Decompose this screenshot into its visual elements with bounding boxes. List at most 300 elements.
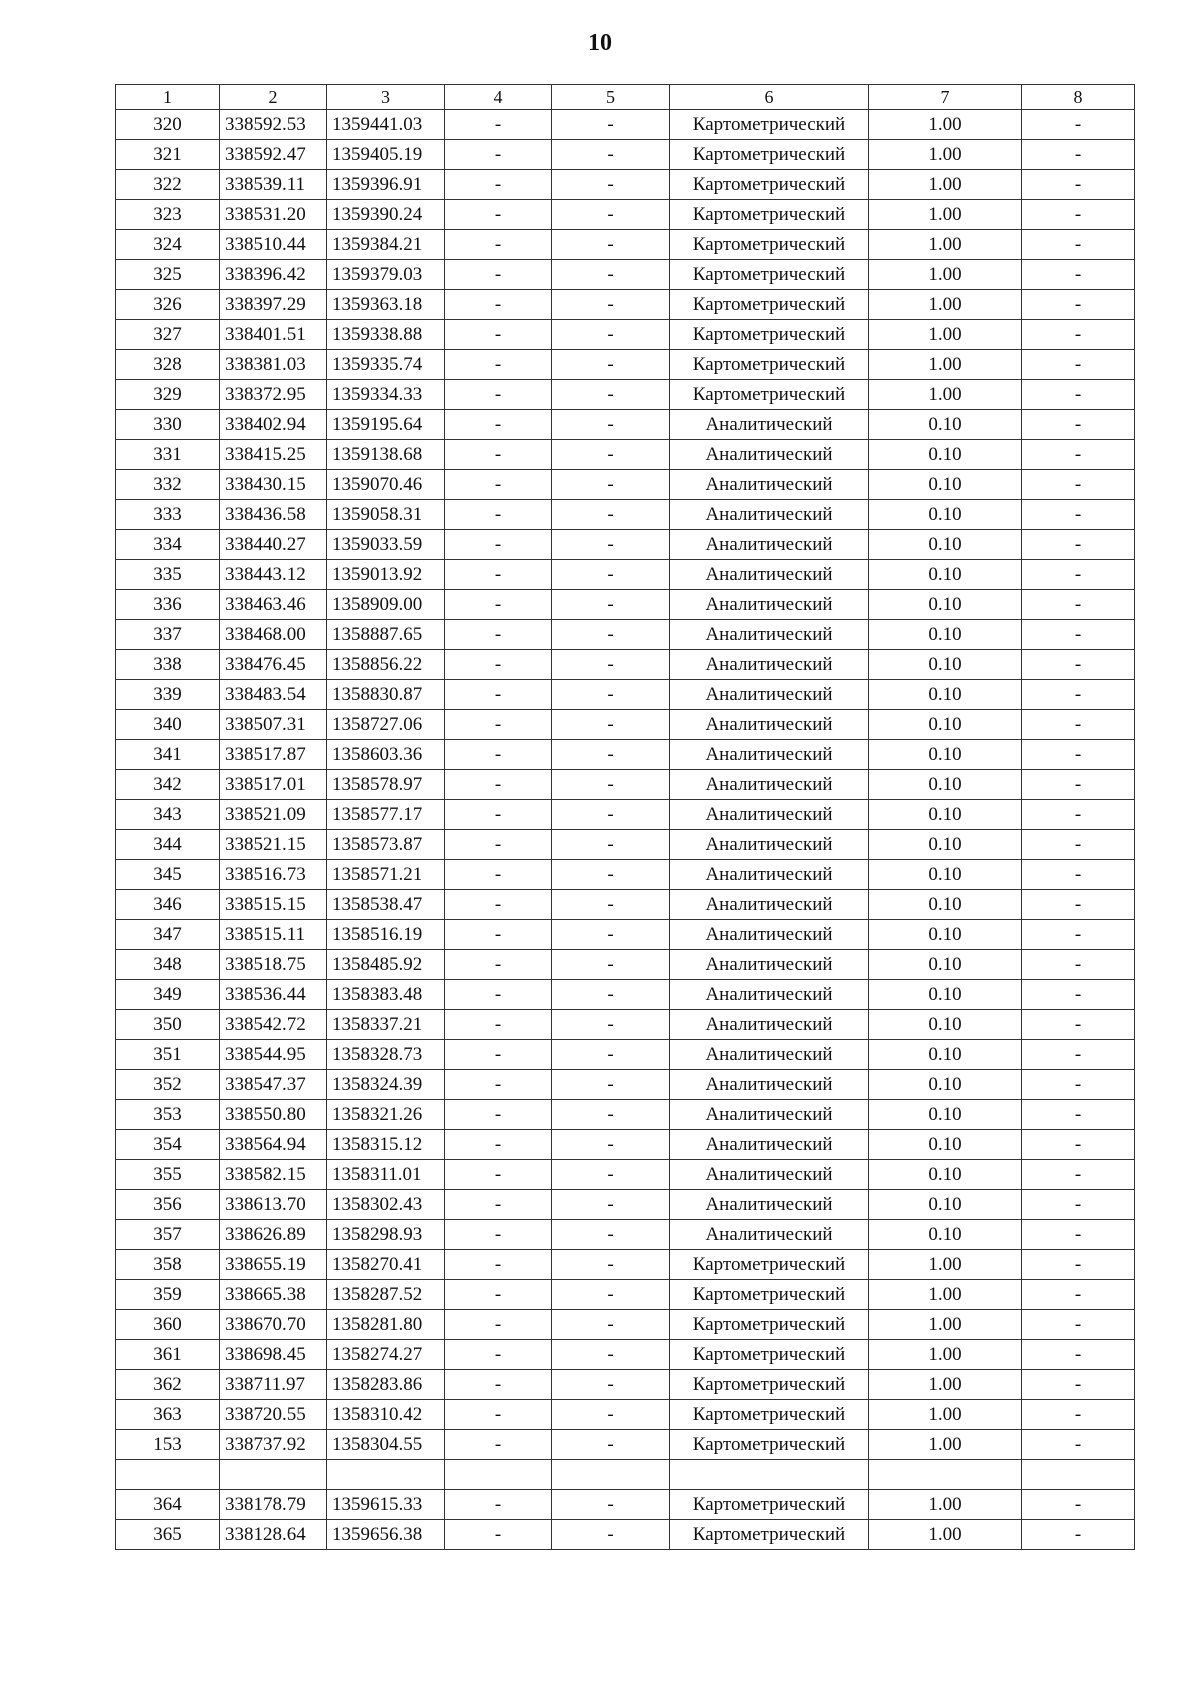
x-coordinate: 338521.15 [220, 830, 327, 860]
column-4-value: - [445, 770, 552, 800]
table-row [116, 740, 1135, 770]
column-5-value: - [552, 1040, 670, 1070]
point-number: 337 [116, 620, 220, 650]
column-header: 8 [1022, 85, 1135, 110]
point-number: 321 [116, 140, 220, 170]
column-5-value: - [552, 890, 670, 920]
table-row [116, 650, 1135, 680]
column-8-value: - [1022, 920, 1135, 950]
accuracy: 0.10 [869, 1160, 1022, 1190]
column-5-value: - [552, 1130, 670, 1160]
column-5-value: - [552, 380, 670, 410]
table-row [116, 1280, 1135, 1310]
x-coordinate: 338613.70 [220, 1190, 327, 1220]
y-coordinate: 1358578.97 [327, 770, 445, 800]
x-coordinate: 338515.11 [220, 920, 327, 950]
table-row [116, 1010, 1135, 1040]
method: Аналитический [670, 680, 869, 710]
column-header: 5 [552, 85, 670, 110]
y-coordinate: 1358302.43 [327, 1190, 445, 1220]
y-coordinate: 1358274.27 [327, 1340, 445, 1370]
column-4-value: - [445, 110, 552, 140]
column-4-value: - [445, 620, 552, 650]
column-4-value: - [445, 1310, 552, 1340]
table-row [116, 350, 1135, 380]
point-number: 353 [116, 1100, 220, 1130]
table-row [116, 530, 1135, 560]
column-5-value: - [552, 650, 670, 680]
column-8-value: - [1022, 1040, 1135, 1070]
column-5-value: - [552, 800, 670, 830]
point-number: 325 [116, 260, 220, 290]
accuracy: 1.00 [869, 290, 1022, 320]
accuracy: 0.10 [869, 560, 1022, 590]
point-number: 359 [116, 1280, 220, 1310]
point-number: 351 [116, 1040, 220, 1070]
method: Картометрический [670, 1520, 869, 1550]
point-number: 347 [116, 920, 220, 950]
table-row [116, 470, 1135, 500]
y-coordinate: 1359656.38 [327, 1520, 445, 1550]
column-8-value: - [1022, 590, 1135, 620]
x-coordinate: 338397.29 [220, 290, 327, 320]
table-row [116, 890, 1135, 920]
column-8-value: - [1022, 1220, 1135, 1250]
point-number: 348 [116, 950, 220, 980]
table-row [116, 620, 1135, 650]
method: Аналитический [670, 860, 869, 890]
point-number: 350 [116, 1010, 220, 1040]
table-row [116, 680, 1135, 710]
column-4-value: - [445, 1130, 552, 1160]
x-coordinate: 338564.94 [220, 1130, 327, 1160]
accuracy: 1.00 [869, 110, 1022, 140]
table-row [116, 110, 1135, 140]
column-8-value: - [1022, 350, 1135, 380]
table-row [116, 410, 1135, 440]
method: Аналитический [670, 1100, 869, 1130]
y-coordinate: 1358573.87 [327, 830, 445, 860]
column-4-value: - [445, 380, 552, 410]
column-8-value: - [1022, 950, 1135, 980]
point-number: 322 [116, 170, 220, 200]
column-8-value: - [1022, 1070, 1135, 1100]
column-4-value: - [445, 530, 552, 560]
column-5-value: - [552, 1160, 670, 1190]
table-row [116, 230, 1135, 260]
column-8-value: - [1022, 800, 1135, 830]
table-row [116, 1490, 1135, 1520]
x-coordinate: 338401.51 [220, 320, 327, 350]
y-coordinate: 1358516.19 [327, 920, 445, 950]
x-coordinate: 338547.37 [220, 1070, 327, 1100]
point-number: 335 [116, 560, 220, 590]
x-coordinate: 338436.58 [220, 500, 327, 530]
x-coordinate: 338542.72 [220, 1010, 327, 1040]
accuracy: 0.10 [869, 410, 1022, 440]
y-coordinate: 1359338.88 [327, 320, 445, 350]
column-8-value: - [1022, 1010, 1135, 1040]
column-4-value: - [445, 920, 552, 950]
table-row [116, 1520, 1135, 1550]
accuracy: 0.10 [869, 740, 1022, 770]
table-row [116, 260, 1135, 290]
column-header: 4 [445, 85, 552, 110]
column-5-value: - [552, 1310, 670, 1340]
x-coordinate: 338178.79 [220, 1490, 327, 1520]
x-coordinate: 338443.12 [220, 560, 327, 590]
column-5-value: - [552, 1430, 670, 1460]
column-8-value: - [1022, 1190, 1135, 1220]
column-8-value: - [1022, 110, 1135, 140]
table-row [116, 710, 1135, 740]
y-coordinate: 1358909.00 [327, 590, 445, 620]
column-header: 1 [116, 85, 220, 110]
point-number: 334 [116, 530, 220, 560]
column-8-value: - [1022, 1370, 1135, 1400]
column-8-value: - [1022, 980, 1135, 1010]
column-8-value: - [1022, 1340, 1135, 1370]
table-row [116, 140, 1135, 170]
accuracy: 1.00 [869, 1310, 1022, 1340]
column-8-value: - [1022, 290, 1135, 320]
column-5-value: - [552, 110, 670, 140]
column-4-value: - [445, 1220, 552, 1250]
point-number: 323 [116, 200, 220, 230]
x-coordinate: 338531.20 [220, 200, 327, 230]
y-coordinate: 1358321.26 [327, 1100, 445, 1130]
table-row [116, 1460, 1135, 1490]
y-coordinate: 1358577.17 [327, 800, 445, 830]
accuracy: 0.10 [869, 530, 1022, 560]
y-coordinate: 1359390.24 [327, 200, 445, 230]
column-8-value: - [1022, 1400, 1135, 1430]
table-row [116, 590, 1135, 620]
accuracy: 0.10 [869, 1070, 1022, 1100]
point-number: 328 [116, 350, 220, 380]
accuracy: 1.00 [869, 170, 1022, 200]
y-coordinate: 1358727.06 [327, 710, 445, 740]
y-coordinate [327, 1460, 445, 1490]
column-8-value: - [1022, 830, 1135, 860]
y-coordinate: 1359441.03 [327, 110, 445, 140]
y-coordinate: 1358887.65 [327, 620, 445, 650]
table-row [116, 1100, 1135, 1130]
column-5-value: - [552, 320, 670, 350]
x-coordinate: 338698.45 [220, 1340, 327, 1370]
y-coordinate: 1359138.68 [327, 440, 445, 470]
column-8-value: - [1022, 650, 1135, 680]
x-coordinate: 338402.94 [220, 410, 327, 440]
accuracy: 1.00 [869, 1490, 1022, 1520]
accuracy: 0.10 [869, 1040, 1022, 1070]
column-5-value: - [552, 230, 670, 260]
column-5-value: - [552, 860, 670, 890]
column-4-value: - [445, 440, 552, 470]
x-coordinate: 338720.55 [220, 1400, 327, 1430]
column-5-value: - [552, 830, 670, 860]
column-header: 2 [220, 85, 327, 110]
method: Аналитический [670, 710, 869, 740]
y-coordinate: 1358603.36 [327, 740, 445, 770]
table-row [116, 1040, 1135, 1070]
column-header: 3 [327, 85, 445, 110]
accuracy: 1.00 [869, 1520, 1022, 1550]
accuracy: 0.10 [869, 1100, 1022, 1130]
accuracy: 0.10 [869, 980, 1022, 1010]
column-8-value: - [1022, 1160, 1135, 1190]
column-header: 7 [869, 85, 1022, 110]
y-coordinate: 1358383.48 [327, 980, 445, 1010]
method: Картометрический [670, 1280, 869, 1310]
accuracy: 0.10 [869, 950, 1022, 980]
table-row [116, 290, 1135, 320]
table-row [116, 1130, 1135, 1160]
column-5-value: - [552, 560, 670, 590]
accuracy: 1.00 [869, 1340, 1022, 1370]
accuracy [869, 1460, 1022, 1490]
x-coordinate: 338476.45 [220, 650, 327, 680]
point-number: 330 [116, 410, 220, 440]
column-8-value: - [1022, 560, 1135, 590]
x-coordinate: 338592.53 [220, 110, 327, 140]
column-5-value: - [552, 1070, 670, 1100]
column-4-value: - [445, 200, 552, 230]
point-number: 333 [116, 500, 220, 530]
column-8-value: - [1022, 860, 1135, 890]
table-row [116, 560, 1135, 590]
column-5-value: - [552, 350, 670, 380]
column-8-value: - [1022, 620, 1135, 650]
table-row [116, 950, 1135, 980]
point-number: 361 [116, 1340, 220, 1370]
column-8-value: - [1022, 260, 1135, 290]
method: Аналитический [670, 1040, 869, 1070]
method: Картометрический [670, 170, 869, 200]
column-8-value: - [1022, 1130, 1135, 1160]
column-8-value: - [1022, 740, 1135, 770]
column-5-value: - [552, 410, 670, 440]
x-coordinate: 338128.64 [220, 1520, 327, 1550]
column-4-value: - [445, 320, 552, 350]
method: Картометрический [670, 290, 869, 320]
method: Аналитический [670, 1160, 869, 1190]
point-number: 346 [116, 890, 220, 920]
column-5-value [552, 1460, 670, 1490]
method: Аналитический [670, 1010, 869, 1040]
method: Аналитический [670, 650, 869, 680]
column-8-value [1022, 1460, 1135, 1490]
column-8-value: - [1022, 1280, 1135, 1310]
method: Аналитический [670, 770, 869, 800]
method: Аналитический [670, 500, 869, 530]
point-number: 352 [116, 1070, 220, 1100]
y-coordinate: 1358283.86 [327, 1370, 445, 1400]
column-4-value: - [445, 1280, 552, 1310]
method: Аналитический [670, 950, 869, 980]
point-number: 338 [116, 650, 220, 680]
table-row [116, 1160, 1135, 1190]
table-row [116, 800, 1135, 830]
column-8-value: - [1022, 770, 1135, 800]
table-row [116, 1340, 1135, 1370]
column-5-value: - [552, 710, 670, 740]
column-5-value: - [552, 1490, 670, 1520]
y-coordinate: 1358311.01 [327, 1160, 445, 1190]
table-row [116, 920, 1135, 950]
column-4-value: - [445, 680, 552, 710]
table-row [116, 770, 1135, 800]
x-coordinate: 338516.73 [220, 860, 327, 890]
y-coordinate: 1359384.21 [327, 230, 445, 260]
point-number: 341 [116, 740, 220, 770]
column-8-value: - [1022, 170, 1135, 200]
point-number: 345 [116, 860, 220, 890]
method: Аналитический [670, 980, 869, 1010]
point-number: 324 [116, 230, 220, 260]
table-header-row [116, 85, 1135, 110]
column-5-value: - [552, 770, 670, 800]
accuracy: 1.00 [869, 320, 1022, 350]
point-number: 342 [116, 770, 220, 800]
table-row [116, 170, 1135, 200]
accuracy: 1.00 [869, 140, 1022, 170]
column-4-value [445, 1460, 552, 1490]
method [670, 1460, 869, 1490]
method: Картометрический [670, 1430, 869, 1460]
x-coordinate: 338737.92 [220, 1430, 327, 1460]
point-number [116, 1460, 220, 1490]
x-coordinate: 338430.15 [220, 470, 327, 500]
point-number: 358 [116, 1250, 220, 1280]
y-coordinate: 1359013.92 [327, 560, 445, 590]
table-row [116, 980, 1135, 1010]
column-4-value: - [445, 1070, 552, 1100]
point-number: 332 [116, 470, 220, 500]
x-coordinate: 338665.38 [220, 1280, 327, 1310]
y-coordinate: 1358856.22 [327, 650, 445, 680]
column-5-value: - [552, 290, 670, 320]
accuracy: 0.10 [869, 470, 1022, 500]
column-8-value: - [1022, 1310, 1135, 1340]
point-number: 356 [116, 1190, 220, 1220]
column-8-value: - [1022, 530, 1135, 560]
point-number: 362 [116, 1370, 220, 1400]
column-4-value: - [445, 590, 552, 620]
method: Картометрический [670, 1370, 869, 1400]
method: Аналитический [670, 920, 869, 950]
y-coordinate: 1359058.31 [327, 500, 445, 530]
y-coordinate: 1358281.80 [327, 1310, 445, 1340]
x-coordinate: 338592.47 [220, 140, 327, 170]
y-coordinate: 1359335.74 [327, 350, 445, 380]
accuracy: 0.10 [869, 1190, 1022, 1220]
column-header: 6 [670, 85, 869, 110]
method: Аналитический [670, 1220, 869, 1250]
y-coordinate: 1359070.46 [327, 470, 445, 500]
column-5-value: - [552, 1370, 670, 1400]
x-coordinate: 338415.25 [220, 440, 327, 470]
point-number: 365 [116, 1520, 220, 1550]
table-row [116, 1310, 1135, 1340]
column-4-value: - [445, 800, 552, 830]
x-coordinate: 338626.89 [220, 1220, 327, 1250]
method: Картометрический [670, 1310, 869, 1340]
column-4-value: - [445, 1250, 552, 1280]
method: Аналитический [670, 800, 869, 830]
accuracy: 0.10 [869, 590, 1022, 620]
table-row [116, 440, 1135, 470]
point-number: 354 [116, 1130, 220, 1160]
column-5-value: - [552, 500, 670, 530]
point-number: 339 [116, 680, 220, 710]
method: Аналитический [670, 740, 869, 770]
y-coordinate: 1358337.21 [327, 1010, 445, 1040]
column-8-value: - [1022, 470, 1135, 500]
column-4-value: - [445, 650, 552, 680]
column-8-value: - [1022, 680, 1135, 710]
accuracy: 0.10 [869, 830, 1022, 860]
column-8-value: - [1022, 1430, 1135, 1460]
method: Аналитический [670, 620, 869, 650]
accuracy: 0.10 [869, 620, 1022, 650]
table-row [116, 1220, 1135, 1250]
column-5-value: - [552, 590, 670, 620]
x-coordinate: 338440.27 [220, 530, 327, 560]
column-4-value: - [445, 1160, 552, 1190]
column-4-value: - [445, 1190, 552, 1220]
column-5-value: - [552, 170, 670, 200]
column-4-value: - [445, 410, 552, 440]
x-coordinate: 338515.15 [220, 890, 327, 920]
y-coordinate: 1358287.52 [327, 1280, 445, 1310]
point-number: 340 [116, 710, 220, 740]
column-8-value: - [1022, 320, 1135, 350]
method: Аналитический [670, 410, 869, 440]
point-number: 344 [116, 830, 220, 860]
y-coordinate: 1358324.39 [327, 1070, 445, 1100]
method: Картометрический [670, 110, 869, 140]
column-4-value: - [445, 1040, 552, 1070]
y-coordinate: 1359379.03 [327, 260, 445, 290]
table-row [116, 1370, 1135, 1400]
accuracy: 0.10 [869, 1130, 1022, 1160]
column-5-value: - [552, 1520, 670, 1550]
method: Картометрический [670, 1400, 869, 1430]
column-8-value: - [1022, 140, 1135, 170]
column-5-value: - [552, 1340, 670, 1370]
y-coordinate: 1358304.55 [327, 1430, 445, 1460]
column-5-value: - [552, 530, 670, 560]
point-number: 355 [116, 1160, 220, 1190]
y-coordinate: 1359396.91 [327, 170, 445, 200]
accuracy: 1.00 [869, 200, 1022, 230]
accuracy: 1.00 [869, 1250, 1022, 1280]
column-4-value: - [445, 140, 552, 170]
column-4-value: - [445, 260, 552, 290]
point-number: 331 [116, 440, 220, 470]
column-5-value: - [552, 1280, 670, 1310]
accuracy: 0.10 [869, 890, 1022, 920]
x-coordinate: 338510.44 [220, 230, 327, 260]
method: Картометрический [670, 200, 869, 230]
column-4-value: - [445, 1370, 552, 1400]
method: Аналитический [670, 470, 869, 500]
point-number: 364 [116, 1490, 220, 1520]
column-5-value: - [552, 200, 670, 230]
column-5-value: - [552, 470, 670, 500]
column-5-value: - [552, 260, 670, 290]
